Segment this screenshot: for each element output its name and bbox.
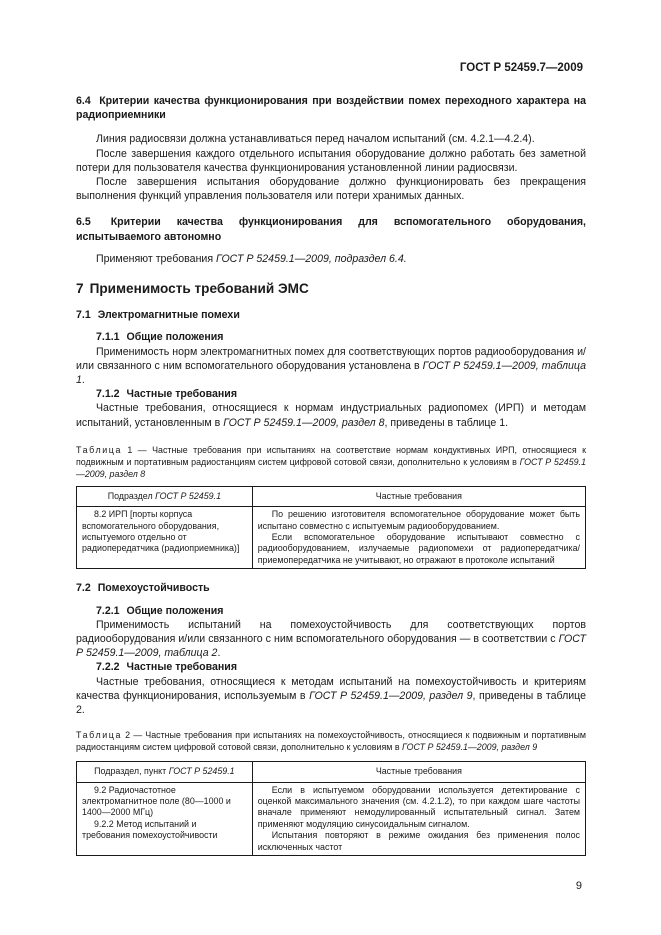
section-number: 6.4 [76,95,91,107]
column-header: Частные требования [252,762,585,782]
cell-text: Если в испытуемом оборудовании используется детектирование с оценкой максимального значения (см. 4.2.1.2), то при каждом шаге частоты вначале применяют немодулированный испытательный сигнал. Затем применяют модуляцию синусоидальным сигналом. [257,784,580,829]
paragraph-text: Применимость норм электромагнитных помех для соответствующих портов радиооборудования и/или связанного с ним вспомогательного оборудования установлена в [76,345,586,372]
section-title: Электромагнитные помехи [97,309,240,322]
paragraph-text: . [81,374,85,387]
paragraph-text: , приведены в таблице 1. [384,416,509,429]
section-7-heading [76,282,586,296]
standard-reference: ГОСТ Р 52459.1—2009, таблица 1 [76,359,586,387]
section-title: Помехоустойчивость [97,582,210,595]
table-cell [252,507,585,569]
table-row [77,782,586,855]
header-text: Подраздел, пункт [94,766,169,777]
section-number: 7 [76,281,84,297]
section-number: 6.5 [76,216,91,229]
table-row [77,507,586,569]
cell-text: 8.2 ИРП [порты корпуса вспомогательного оборудования, испытуемого отдельно от радиопередатчика (радиоприемника)] [82,509,240,554]
cell-text: 9.2 Радиочастотное электромагнитное поле (80—1000 и 1400—2000 МГц) [82,784,231,818]
table-label: Таблица [76,444,122,455]
section-6-5-heading [76,215,586,243]
paragraph-text: Применяют требования [96,252,217,265]
table-cell [77,507,253,569]
paragraph [76,675,586,718]
section-7-2-1-heading [76,604,586,618]
page-number: 9 [575,880,582,892]
page-content [76,94,586,856]
caption-text: 1 — Частные требования при испытаниях на соответствие нормам кондуктивных ИРП, относящиеся к подвижным и портативным радиостанциям систем цифровой сотовой связи, дополнительно к условиям в [76,444,586,467]
section-number: 7.2.2 [96,661,120,674]
paragraph [76,618,586,661]
standard-reference: ГОСТ Р 52459.1—2009, раздел 8 [76,456,587,479]
standard-reference: ГОСТ Р 52459.1—2009, раздел 9 [309,689,473,702]
standard-header: ГОСТ Р 52459.7—2009 [459,62,583,74]
paragraph [76,345,586,388]
paragraph-text: Применимость испытаний на помехоустойчивость для соответствующих портов радиооборудования и/или связанного с ним вспомогательного оборудования — в соответствии с [76,618,586,645]
table-header-row [77,486,586,506]
header-text: Подраздел [107,490,156,501]
table-1-caption [76,444,586,480]
paragraph-text: . [217,647,221,660]
column-header: Частные требования [252,486,585,506]
section-title: Критерии качества функционирования для вспомогательного оборудования, испытываемого автономно [76,216,586,243]
section-7-2-heading [76,581,586,595]
column-header [77,762,253,782]
standard-reference: ГОСТ Р 52459.1—2009, таблица 2 [76,632,586,660]
standard-reference: ГОСТ Р 52459.1 [168,766,235,777]
table-label: Таблица [76,730,122,741]
section-number: 7.1.1 [96,331,120,344]
section-7-1-2-heading [76,387,586,401]
paragraph-text: Частные требования, относящиеся к методам испытаний на помехоустойчивость и критериям качества функционирования, используемым в [76,675,586,702]
table-cell [77,782,253,855]
standard-reference: ГОСТ Р 52459.1—2009, раздел 8 [223,416,385,429]
paragraph-text: Частные требования, относящиеся к нормам индустриальных радиопомех (ИРП) и методам испытаний, установленным в [76,402,586,429]
section-title: Общие положения [126,604,224,617]
standard-reference: ГОСТ Р 52459.1—2009, раздел 9 [402,742,538,753]
section-number: 7.1.2 [96,388,120,401]
section-number: 7.2 [76,582,91,595]
table-2 [76,761,586,856]
table-2-caption [76,729,586,753]
paragraph-text: , приведены в таблице 2. [76,689,587,716]
paragraph [76,252,586,266]
cell-text: По решению изготовителя вспомогательное оборудование может быть испытано совместно с испытуемым радиооборудованием. [257,509,580,531]
section-title: Частные требования [126,388,237,401]
section-6-4-heading [76,94,586,122]
section-number: 7.1 [76,309,91,322]
table-1 [76,486,586,569]
section-7-1-1-heading [76,330,586,344]
cell-text: Если вспомогательное оборудование испытывают совместно с радиооборудованием, излучаемые радиопомехи от радиопередатчика/приемопередатчика не учитывают, но отражают в протоколе испытаний [257,532,580,565]
caption-text: 2 — Частные требования при испытаниях на помехоустойчивость, относящиеся к подвижным и портативным радиостанциям систем цифровой сотовой связи, дополнительно к условиям в [76,730,586,753]
section-7-2-2-heading [76,660,586,674]
paragraph: После завершения каждого отдельного испытания оборудование должно работать без заметной потери для пользователя качества функционирования установленной линии радиосвязи. [76,147,586,174]
paragraph [76,401,586,429]
standard-reference: ГОСТ Р 52459.1 [155,490,222,501]
paragraph: После завершения испытания оборудование должно функционировать без прекращения выполнения функций управления пользователя или потери хранимых данных. [76,176,586,203]
standard-reference: ГОСТ Р 52459.1—2009, подраздел 6.4. [216,252,407,265]
column-header [77,486,253,506]
section-number: 7.2.1 [96,604,120,617]
section-title: Общие положения [126,331,224,344]
section-title: Применимость требований ЭМС [89,281,309,297]
cell-text: Испытания повторяют в режиме ожидания без применения полос исключенных частот [257,830,580,852]
paragraph: Линия радиосвязи должна устанавливаться перед началом испытаний (см. 4.2.1—4.2.4). [96,133,535,146]
section-7-1-heading [76,308,586,322]
table-header-row [77,762,586,782]
section-title: Частные требования [126,661,237,674]
cell-text: 9.2.2 Метод испытаний и требования помехоустойчивости [82,818,218,841]
section-title: Критерии качества функционирования при воздействии помех переходного характера на радиоприемники [76,95,586,122]
table-cell [252,782,585,855]
